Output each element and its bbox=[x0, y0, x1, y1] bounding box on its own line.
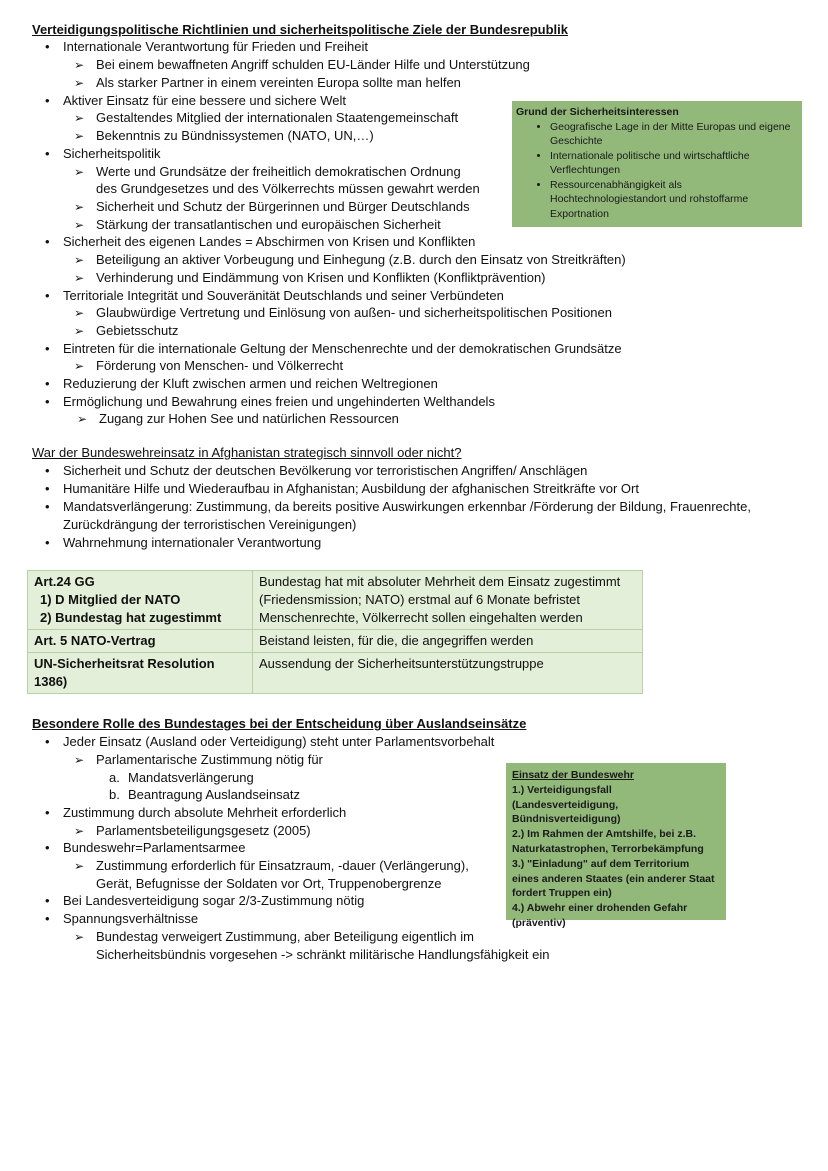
list-item: • Jeder Einsatz (Ausland oder Verteidigung) steht unter Parlamentsvorbehalt bbox=[63, 733, 494, 751]
info-box-title: Grund der Sicherheitsinteressen bbox=[516, 106, 679, 118]
table-row bbox=[28, 653, 643, 694]
table-cell-key: Art. 5 NATO-Vertrag bbox=[28, 630, 253, 653]
list-item: ➢ Förderung von Menschen- und Völkerrecht bbox=[96, 357, 343, 375]
list-item: • Sicherheitspolitik bbox=[63, 145, 161, 163]
list-item: Beantragung Auslandseinsatz bbox=[128, 787, 301, 802]
list-item: ➢ Verhinderung und Eindämmung von Krisen und Konflikten (Konfliktprävention) bbox=[96, 269, 546, 287]
list-item: • Zustimmung durch absolute Mehrheit erforderlich bbox=[63, 804, 346, 822]
info-box-line: 1.) Verteidigungsfall (Landesverteidigung, bbox=[512, 783, 619, 811]
list-item: ➢ Stärkung der transatlantischen und europäischen Sicherheit bbox=[96, 216, 441, 234]
list-item: • Eintreten für die internationale Geltung der Menschenrechte und der demokratischen Grundsätze bbox=[63, 340, 622, 358]
list-item: ➢ Zugang zur Hohen See und natürlichen Ressourcen bbox=[99, 410, 399, 428]
info-box-einsatz bbox=[506, 763, 726, 929]
list-item: ➢ Parlamentarische Zustimmung nötig für bbox=[96, 751, 323, 769]
table-row bbox=[28, 571, 643, 630]
info-box-line: fordert Truppen ein) bbox=[512, 887, 612, 900]
list-item: ➢ Bei einem bewaffneten Angriff schulden EU-Länder Hilfe und Unterstützung bbox=[96, 56, 530, 74]
legal-basis-table bbox=[27, 570, 643, 694]
list-item: • Bundeswehr=Parlamentsarmee bbox=[63, 839, 245, 857]
list-item: • Sicherheit des eigenen Landes = Abschirmen von Krisen und Konflikten bbox=[63, 233, 475, 251]
table-cell-value: Beistand leisten, für die, die angegriffen werden bbox=[253, 630, 643, 653]
list-item: • Mandatsverlängerung: Zustimmung, da bereits positive Auswirkungen erkennbar /Förderung der Bildung, Frauenrechte, bbox=[63, 498, 751, 516]
info-box-line: 2.) Im Rahmen der Amtshilfe, bei z.B. bbox=[512, 828, 696, 841]
list-item: • Reduzierung der Kluft zwischen armen und reichen Weltregionen bbox=[63, 375, 438, 393]
list-item: • Humanitäre Hilfe und Wiederaufbau in Afghanistan; Ausbildung der afghanischen Streitkräfte vor Ort bbox=[63, 480, 639, 498]
table-row bbox=[28, 630, 643, 653]
info-box-line: Bündnisverteidigung) bbox=[512, 813, 621, 826]
table-key: Art.24 GG bbox=[34, 574, 95, 589]
info-box-title: Einsatz der Bundeswehr bbox=[512, 769, 634, 781]
list-item: ➢ Beteiligung an aktiver Vorbeugung und Einhegung (z.B. durch den Einsatz von Streitkräften) bbox=[96, 251, 626, 269]
list-letter: b. bbox=[109, 787, 120, 802]
list-item: • Bei Landesverteidigung sogar 2/3-Zustimmung nötig bbox=[63, 892, 364, 910]
list-item: ➢ Gestaltendes Mitglied der internationalen Staatengemeinschaft bbox=[96, 109, 458, 127]
list-item: ➢ Gebietsschutz bbox=[96, 322, 178, 340]
list-item: • Internationale Verantwortung für Frieden und Freiheit bbox=[63, 38, 368, 56]
section-heading-richtlinien: Verteidigungspolitische Richtlinien und sicherheitspolitische Ziele der Bundesrepublik bbox=[32, 22, 568, 37]
list-item: ➢ Werte und Grundsätze der freiheitlich demokratischen Ordnung bbox=[96, 163, 461, 181]
section-heading-bundestag: Besondere Rolle des Bundestages bei der Entscheidung über Auslandseinsätze bbox=[32, 716, 527, 731]
info-box-item: • Geografische Lage in der Mitte Europas und eigene Geschichte bbox=[550, 120, 798, 149]
list-item: ➢ Bekenntnis zu Bündnissystemen (NATO, UN,…) bbox=[96, 127, 374, 145]
table-sub: 1) D Mitglied der NATO bbox=[40, 592, 181, 607]
info-box-item: • Internationale politische und wirtschaftliche Verflechtungen bbox=[550, 149, 798, 178]
table-value: Menschenrechte, Völkerrecht sollen eingehalten werden bbox=[259, 610, 583, 625]
list-item-continuation: Zurückdrängung der terroristischen Vereinigungen) bbox=[63, 517, 357, 532]
table-cell-value bbox=[253, 571, 643, 630]
table-cell-value: Aussendung der Sicherheitsunterstützungstruppe bbox=[253, 653, 643, 694]
list-item: ➢ Zustimmung erforderlich für Einsatzraum, -dauer (Verlängerung), bbox=[96, 857, 469, 875]
table-value: (Friedensmission; NATO) erstmal auf 6 Monate befristet bbox=[259, 592, 581, 607]
info-box-sicherheitsinteressen bbox=[512, 101, 802, 227]
info-box-line: (präventiv) bbox=[512, 916, 566, 929]
info-box-line: 4.) Abwehr einer drohenden Gefahr bbox=[512, 902, 688, 915]
list-item: • Wahrnehmung internationaler Verantwortung bbox=[63, 534, 321, 552]
info-box-line: eines anderen Staates (ein anderer Staat bbox=[512, 872, 715, 885]
list-item: ➢ Sicherheit und Schutz der Bürgerinnen und Bürger Deutschlands bbox=[96, 198, 470, 216]
list-letter: a. bbox=[109, 770, 120, 785]
table-sub: 2) Bundestag hat zugestimmt bbox=[40, 610, 222, 625]
list-item: • Sicherheit und Schutz der deutschen Bevölkerung vor terroristischen Angriffen/ Anschlägen bbox=[63, 462, 587, 480]
table-cell-key: UN-Sicherheitsrat Resolution 1386) bbox=[28, 653, 253, 694]
info-box-line: Naturkatastrophen, Terrorbekämpfung bbox=[512, 842, 704, 855]
table-cell-key bbox=[28, 571, 253, 630]
section-heading-afghanistan: War der Bundeswehreinsatz in Afghanistan strategisch sinnvoll oder nicht? bbox=[32, 445, 462, 460]
list-item: • Aktiver Einsatz für eine bessere und sichere Welt bbox=[63, 92, 346, 110]
info-box-item: • Ressourcenabhängigkeit als Hochtechnologiestandort und rohstoffarme Exportnation bbox=[550, 178, 798, 222]
list-item: ➢ Parlamentsbeteiligungsgesetz (2005) bbox=[96, 822, 311, 840]
list-item: ➢ Bundestag verweigert Zustimmung, aber Beteiligung eigentlich im bbox=[96, 928, 474, 946]
list-item: Mandatsverlängerung bbox=[128, 770, 254, 785]
list-item: ➢ Als starker Partner in einem vereinten Europa sollte man helfen bbox=[96, 74, 461, 92]
list-item-continuation: des Grundgesetzes und des Völkerrechts müssen gewahrt werden bbox=[96, 181, 480, 196]
list-item-continuation: Sicherheitsbündnis vorgesehen -> schränkt militärische Handlungsfähigkeit ein bbox=[96, 947, 550, 962]
list-item: ➢ Glaubwürdige Vertretung und Einlösung von außen- und sicherheitspolitischen Positionen bbox=[96, 304, 612, 322]
list-item: • Territoriale Integrität und Souveränität Deutschlands und seiner Verbündeten bbox=[63, 287, 504, 305]
list-item: • Spannungsverhältnisse bbox=[63, 910, 198, 928]
table-value: Bundestag hat mit absoluter Mehrheit dem Einsatz zugestimmt bbox=[259, 574, 621, 589]
list-item: • Ermöglichung und Bewahrung eines freien und ungehinderten Welthandels bbox=[63, 393, 495, 411]
list-item-continuation: Gerät, Befugnisse der Soldaten vor Ort, Truppenobergrenze bbox=[96, 876, 442, 891]
info-box-line: 3.) "Einladung" auf dem Territorium bbox=[512, 857, 690, 870]
